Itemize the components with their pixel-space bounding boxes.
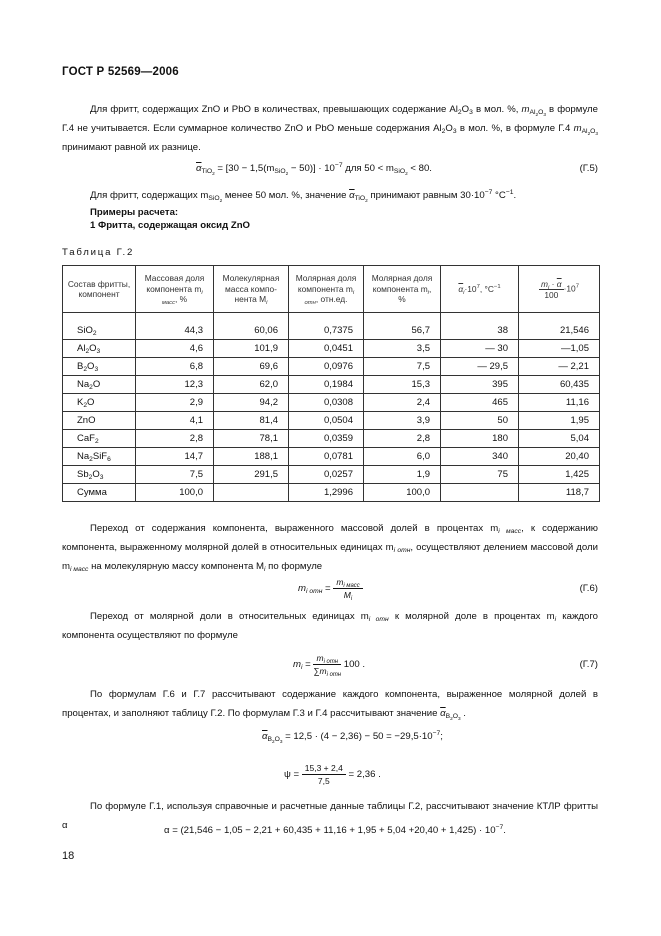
page-number: 18 — [62, 850, 75, 862]
cell-component: $Na_2SiF_6$ — [63, 448, 136, 466]
cell-value: 0,1984 — [289, 376, 364, 394]
cell-value: 0,0257 — [289, 466, 364, 484]
cell-value: 44,3 — [136, 313, 214, 340]
equation-g7: $m_i$ = $m_{i отн}$ $\sum m_{i отн}$ 100 . — [293, 653, 366, 678]
intro-paragraph: Для фритт, содержащих ZnO и PbO в количествах, превышающих содержание $Al_2O_3$ в мол. %, $m_{Al_2O_3}$ в формуле Г.4 не учитывается. Если суммарное количество ZnO и PbO меньше содержания $Al_2O_3$ в мол. %, в формуле Г.4 $m_{Al_2O_3}$ принимают равной их разнице. — [62, 104, 599, 153]
cell-component: $Sb_2O_3$ — [63, 466, 136, 484]
cell-value: 5,04 — [519, 430, 600, 448]
cell-value: 7,5 — [136, 466, 214, 484]
cell-value: 78,1 — [214, 430, 289, 448]
cell-component: $Al_2O_3$ — [63, 340, 136, 358]
cell-value: 0,0359 — [289, 430, 364, 448]
cell-value: 465 — [441, 394, 519, 412]
table-row — [63, 340, 600, 358]
equation-g7-fraction: $m_{i отн}$ $\sum m_{i отн}$ — [313, 653, 342, 678]
equation-g6-fraction: $m_{i масс}$ $M_i$ — [333, 576, 362, 601]
cell-value: 11,16 — [519, 394, 600, 412]
cell-value: 7,5 — [364, 358, 441, 376]
cell-value: — 2,21 — [519, 358, 600, 376]
cell-value: 12,3 — [136, 376, 214, 394]
cell-value: 100,0 — [136, 484, 214, 502]
table-row — [63, 394, 600, 412]
cell-value: 2,4 — [364, 394, 441, 412]
equation-alpha: $\alpha = (21,546 - 1,05 - 2,21 + 60,435 + 11,16 + 1,95 + 5,04 +20,40 + 1,425) \cdot 10^{-7}$. — [164, 824, 506, 836]
cell-value: — 30 — [441, 340, 519, 358]
header-molar-fraction-rel: Молярная доля компонента $m_{i отн}$, отн.ед. — [289, 266, 364, 313]
header-molar-fraction-pct: Молярная доля компонента $m_i$, % — [364, 266, 441, 313]
cell-value: 0,0451 — [289, 340, 364, 358]
cell-value: 180 — [441, 430, 519, 448]
cell-value: 2,9 — [136, 394, 214, 412]
paragraph-2: Для фритт, содержащих $m_{SiO_2}$ менее 50 мол. %, значение $\overline{\alpha}_{TiO_2}$ принимают равным $30\cdot 10^{-7}$ $^\circ C^{-1}$. — [90, 189, 517, 203]
cell-value: 188,1 — [214, 448, 289, 466]
cell-value: 15,3 — [364, 376, 441, 394]
cell-value — [441, 484, 519, 502]
table-caption: Таблица Г.2 — [62, 247, 135, 258]
cell-value: 60,06 — [214, 313, 289, 340]
cell-value: 6,8 — [136, 358, 214, 376]
table-row — [63, 412, 600, 430]
header-product-fraction: $\frac{m_i \cdot \overline{\alpha}}{100}$ — [541, 278, 562, 300]
cell-value: 291,5 — [214, 466, 289, 484]
equation-g6: $m_{i отн}$ = $m_{i масс}$ $M_i$ — [298, 576, 363, 601]
cell-value: 4,1 — [136, 412, 214, 430]
cell-value: 0,0308 — [289, 394, 364, 412]
header-alpha: $\overline{\alpha}_i\cdot 10^7$, $^\circ C^{-1}$ — [441, 266, 519, 313]
cell-value: 2,8 — [136, 430, 214, 448]
examples-title: Примеры расчета: — [90, 207, 179, 218]
header-component: Состав фритты, компонент — [63, 266, 136, 313]
table-row — [63, 466, 600, 484]
cell-value: 38 — [441, 313, 519, 340]
cell-component: $B_2O_3$ — [63, 358, 136, 376]
cell-value: 94,2 — [214, 394, 289, 412]
cell-value: 3,9 — [364, 412, 441, 430]
cell-component: CaF$_2$ — [63, 430, 136, 448]
cell-value: 56,7 — [364, 313, 441, 340]
cell-value: 20,40 — [519, 448, 600, 466]
table-row — [63, 484, 600, 502]
header-molecular-mass: Молекулярная масса компо-нента $M_i$ — [214, 266, 289, 313]
cell-value: 75 — [441, 466, 519, 484]
paragraph-3: Переход от содержания компонента, выраженного массовой долей в процентах $m_{i масс}$, к содержанию компонента, выраженному молярной долей в относительных единицах $m_{i отн}$, осуществляют делением массовой доли $m_{i масс}$ на молекулярную массу компонента $M_i$ по формуле — [62, 523, 598, 573]
cell-component: Сумма — [63, 484, 136, 502]
cell-value: 21,546 — [519, 313, 600, 340]
data-table — [62, 265, 600, 502]
cell-value: 0,0976 — [289, 358, 364, 376]
header-product: $\frac{m_i \cdot \overline{\alpha}}{100}$ $\cdot 10^7$ — [519, 266, 600, 313]
cell-value: 1,2996 — [289, 484, 364, 502]
cell-component: SiO$_2$ — [63, 313, 136, 340]
cell-value: 0,0504 — [289, 412, 364, 430]
cell-value: 0,0781 — [289, 448, 364, 466]
cell-value: 4,6 — [136, 340, 214, 358]
table-row — [63, 448, 600, 466]
equation-number-g5: (Г.5) — [579, 163, 598, 174]
cell-value: 1,425 — [519, 466, 600, 484]
table-row — [63, 313, 600, 340]
example-1-title: 1 Фритта, содержащая оксид ZnO — [90, 220, 251, 231]
cell-value: 81,4 — [214, 412, 289, 430]
cell-value: 395 — [441, 376, 519, 394]
paragraph-4: Переход от молярной доли в относительных единицах $m_{i отн}$ к молярной доле в процентах $m_i$ каждого компонента осуществляют по формуле — [62, 611, 598, 641]
cell-value: 340 — [441, 448, 519, 466]
cell-value: 6,0 — [364, 448, 441, 466]
cell-value: —1,05 — [519, 340, 600, 358]
cell-component: $K_2O$ — [63, 394, 136, 412]
equation-g5: $\overline{\alpha}_{TiO_2} = [30 - 1,5(m_{SiO_2} - 50)] \cdot 10^{-7}$ для $50 < m_{SiO_2} < 80$. — [196, 162, 432, 176]
cell-value: 100,0 — [364, 484, 441, 502]
header-mass-fraction: Массовая доля компонента $m_{i масс}$, % — [136, 266, 214, 313]
cell-value: 0,7375 — [289, 313, 364, 340]
cell-value: 62,0 — [214, 376, 289, 394]
cell-value: — 29,5 — [441, 358, 519, 376]
cell-value: 1,95 — [519, 412, 600, 430]
cell-value: 14,7 — [136, 448, 214, 466]
cell-value: 50 — [441, 412, 519, 430]
table-row — [63, 430, 600, 448]
paragraph-6: По формуле Г.1, используя справочные и расчетные данные таблицы Г.2, рассчитывают значение КТЛР фритты α — [62, 801, 598, 831]
cell-value — [214, 484, 289, 502]
cell-component: ZnO — [63, 412, 136, 430]
equation-b2o3: $\overline{\alpha}_{B_2O_3} = 12,5 \cdot (4 - 2,36) - 50 = -29,5\cdot 10^{-7}$; — [262, 730, 443, 744]
equation-number-g7: (Г.7) — [579, 659, 598, 670]
cell-value: 60,435 — [519, 376, 600, 394]
equation-number-g6: (Г.6) — [579, 583, 598, 594]
document-header: ГОСТ Р 52569—2006 — [62, 66, 179, 78]
table-row — [63, 376, 600, 394]
cell-value: 3,5 — [364, 340, 441, 358]
cell-value: 69,6 — [214, 358, 289, 376]
equation-psi-fraction: $\frac{15,3 + 2,4}{7,5}$ — [302, 762, 346, 787]
equation-psi: ψ = $\frac{15,3 + 2,4}{7,5}$ = 2,36 . — [284, 763, 381, 786]
cell-value: 1,9 — [364, 466, 441, 484]
table-row — [63, 358, 600, 376]
paragraph-5: По формулам Г.6 и Г.7 рассчитывают содержание каждого компонента, выраженное молярной долей в процентах, и заполняют таблицу Г.2. По формулам Г.3 и Г.4 рассчитывают значение $\overline{\alpha}_{B_2O_3}$ . — [62, 689, 598, 721]
cell-value: 2,8 — [364, 430, 441, 448]
table-header-row — [63, 266, 600, 313]
cell-component: $Na_2O$ — [63, 376, 136, 394]
cell-value: 101,9 — [214, 340, 289, 358]
cell-value: 118,7 — [519, 484, 600, 502]
